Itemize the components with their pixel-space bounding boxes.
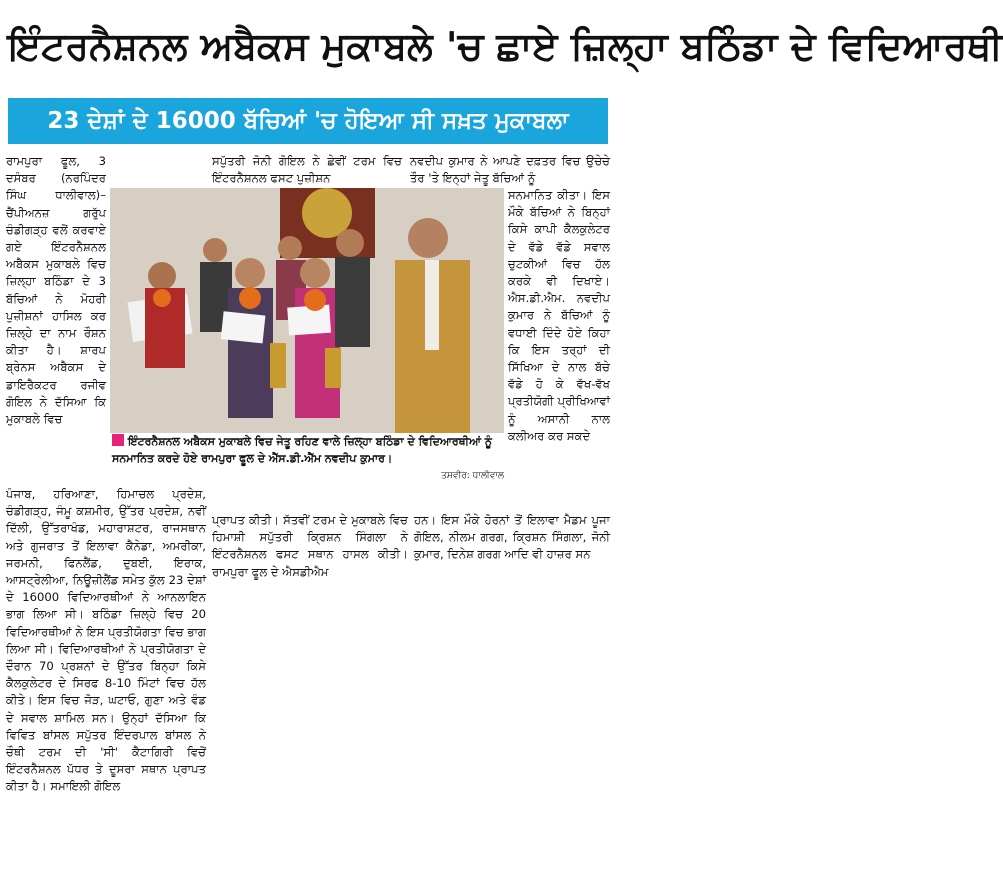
award-ceremony-photo-illustration bbox=[110, 188, 504, 433]
article-column-1-bottom: ਪੰਜਾਬ, ਹਰਿਆਣਾ, ਹਿਮਾਚਲ ਪ੍ਰਦੇਸ਼, ਚੰਡੀਗੜ੍ਹ, ਜੰਮੂ ਕਸ਼ਮੀਰ, ਉੱਤਰ ਪ੍ਰਦੇਸ਼, ਨਵੀਂ ਦਿੱਲੀ, ਉੱਤਰਾਖੰਡ, ਮਹਾਰਾਸ਼ਟਰ, ਰਾਜਸਥਾਨ ਅਤੇ ਗੁਜਰਾਤ ਤੋਂ ਇਲਾਵਾ ਕੈਨੇਡਾ, ਅਮਰੀਕਾ, ਜਰਮਨੀ, ਫਿਨਲੈਂਡ, ਦੁਬਈ, ਇਰਾਕ, ਆਸਟ੍ਰੇਲੀਆ, ਨਿਊਜ਼ੀਲੈਂਡ ਸਮੇਤ ਕੁੱਲ 23 ਦੇਸ਼ਾਂ ਦੇ 16000 ਵਿਦਿਆਰਥੀਆਂ ਨੇ ਆਨਲਾਇਨ ਭਾਗ ਲਿਆ ਸੀ। ਬਠਿੰਡਾ ਜ਼ਿਲ੍ਹੇ ਵਿਚ 20 ਵਿਦਿਆਰਥੀਆਂ ਨੇ ਇਸ ਪ੍ਰਤੀਯੋਗਤਾ ਵਿਚ ਭਾਗ ਲਿਆ ਸੀ। ਵਿਦਿਆਰਥੀਆਂ ਨੇ ਪ੍ਰਤੀਯੋਗਤਾ ਦੇ ਦੌਰਾਨ 70 ਪ੍ਰਸ਼ਨਾਂ ਦੇ ਉੱਤਰ ਬਿਨ੍ਹਾ ਕਿਸੇ ਕੈਲਕੁਲੇਟਰ ਦੇ ਸਿਰਫ 8-10 ਮਿੰਟਾਂ ਵਿਚ ਹੱਲ ਕੀਤੇ। ਇਸ ਵਿਚ ਜੋੜ, ਘਟਾਓ, ਗੁਣਾ ਅਤੇ ਵੰਡ ਦੇ ਸਵਾਲ ਸ਼ਾਮਿਲ ਸਨ। ਉਨ੍ਹਾਂ ਦੱਸਿਆ ਕਿ ਵਿਵਿਤ ਬਾਂਸਲ ਸਪੁੱਤਰ ਇੰਦਰਪਾਲ ਬਾਂਸਲ ਨੇ ਚੌਥੀ ਟਰਮ ਦੀ 'ਸੀ' ਕੈਟਾਗਿਰੀ ਵਿਚੋਂ ਇੰਟਰਨੈਸ਼ਨਲ ਪੱਧਰ ਤੇ ਦੂਸਰਾ ਸਥਾਨ ਪ੍ਰਾਪਤ ਕੀਤਾ ਹੈ। ਸਮਾਇਲੀ ਗੋਇਲ bbox=[6, 487, 206, 794]
subheadline-banner: 23 ਦੇਸ਼ਾਂ ਦੇ 16000 ਬੱਚਿਆਂ 'ਚ ਹੋਇਆ ਸੀ ਸਖ਼ਤ ਮੁਕਾਬਲਾ bbox=[8, 98, 608, 144]
article-column-2-bottom: ਪ੍ਰਾਪਤ ਕੀਤੀ। ਸੱਤਵੀਂ ਟਰਮ ਦੇ ਮੁਕਾਬਲੇ ਵਿਚ ਹਿਮਾਸ਼ੀ ਸਪੁੱਤਰੀ ਕ੍ਰਿਸ਼ਨ ਸਿੰਗਲਾ ਨੇ ਇੰਟਰਨੈਸ਼ਨਲ ਫਸਟ ਸਥਾਨ ਹਾਸਲ ਕੀਤੀ। ਰਾਮਪੁਰਾ ਫੂਲ ਦੇ ਐਸਡੀਐਮ bbox=[212, 513, 408, 579]
article-column-3-side: ਸਨਮਾਨਿਤ ਕੀਤਾ। ਇਸ ਮੌਕੇ ਬੱਚਿਆਂ ਨੇ ਬਿਨ੍ਹਾਂ ਕਿਸੇ ਕਾਪੀ ਕੈਲਕੁਲੇਟਰ ਦੇ ਵੱਡੇ ਵੱਡੇ ਸਵਾਲ ਚੁਟਕੀਆਂ ਵਿਚ ਹੱਲ ਕਰਕੇ ਵੀ ਦਿਖਾਏ। ਐਸ.ਡੀ.ਐਮ. ਨਵਦੀਪ ਕੁਮਾਰ ਨੇ ਬੱਚਿਆਂ ਨੂੰ ਵਧਾਈ ਦਿੰਦੇ ਹੋਏ ਕਿਹਾ ਕਿ ਇਸ ਤਰ੍ਹਾਂ ਦੀ ਸਿੱਖਿਆ ਦੇ ਨਾਲ ਬੱਚੇ ਵੱਡੇ ਹੋ ਕੇ ਵੱਖ-ਵੱਖ ਪ੍ਰਤੀਯੋਗੀ ਪ੍ਰੀਖਿਆਵਾਂ ਨੂੰ ਅਸਾਨੀ ਨਾਲ ਕਲੀਅਰ ਕਰ ਸਕਦੇ bbox=[508, 188, 610, 443]
headline: ਇੰਟਰਨੈਸ਼ਨਲ ਅਬੈਕਸ ਮੁਕਾਬਲੇ 'ਚ ਛਾਏ ਜ਼ਿਲ੍ਹਾ ਬਠਿੰਡਾ ਦੇ ਵਿਦਿਆਰਥੀ bbox=[8, 24, 1003, 68]
photo-credit: ਤਸਵੀਰ: ਧਾਲੀਵਾਲ bbox=[441, 471, 504, 481]
photo-caption bbox=[112, 433, 508, 485]
caption-marker-square bbox=[112, 434, 124, 446]
article-column-1: ਰਾਮਪੁਰਾ ਫੂਲ, 3 ਦਸੰਬਰ (ਨਰਪਿੰਦਰ ਸਿੰਘ ਧਾਲੀਵਾਲ)–ਚੈਂਪੀਅਨਜ਼ ਗਰੁੱਪ ਚੰਡੀਗੜ੍ਹ ਵਲੋਂ ਕਰਵਾਏ ਗਏ ਇੰਟਰਨੈਸ਼ਨਲ ਅਬੈਕਸ ਮੁਕਾਬਲੇ ਵਿਚ ਜ਼ਿਲ੍ਹਾ ਬਠਿੰਡਾ ਦੇ 3 ਬੱਚਿਆਂ ਨੇ ਮੋਹਰੀ ਪੁਜ਼ੀਸ਼ਨਾਂ ਹਾਸਿਲ ਕਰ ਜ਼ਿਲ੍ਹੇ ਦਾ ਨਾਮ ਰੌਸ਼ਨ ਕੀਤਾ ਹੈ। ਸ਼ਾਰਪ ਬ੍ਰੇਨਸ ਅਬੈਕਸ ਦੇ ਡਾਇਰੈਕਟਰ ਰਜੀਵ ਗੋਇਲ ਨੇ ਦੱਸਿਆ ਕਿ ਮੁਕਾਬਲੇ ਵਿਚ bbox=[6, 154, 106, 427]
trophy bbox=[270, 343, 286, 388]
caption-text: ਇੰਟਰਨੈਸ਼ਨਲ ਅਬੈਕਸ ਮੁਕਾਬਲੇ ਵਿਚ ਜੇਤੂ ਰਹਿਣ ਵਾਲੇ ਜ਼ਿਲ੍ਹਾ ਬਠਿੰਡਾ ਦੇ ਵਿਦਿਆਰਥੀਆਂ ਨੂੰ ਸਨਮਾਨਿਤ ਕਰਦੇ ਹੋਏ ਰਾਮਪੁਰਾ ਫੂਲ ਦੇ ਐੱਸ.ਡੀ.ਐੱਮ ਨਵਦੀਪ ਕੁਮਾਰ। bbox=[112, 435, 492, 465]
article-column-2-top: ਸਪੁੱਤਰੀ ਜੋਨੀ ਗੋਇਲ ਨੇ ਛੇਵੀਂ ਟਰਮ ਵਿਚ ਇੰਟਰਨੈਸ਼ਨਲ ਫਸਟ ਪੁਜ਼ੀਸ਼ਨ bbox=[212, 154, 402, 186]
article-column-3-top: ਨਵਦੀਪ ਕੁਮਾਰ ਨੇ ਆਪਣੇ ਦਫ਼ਤਰ ਵਿਚ ਉਚੇਚੇ ਤੌਰ 'ਤੇ ਇਨ੍ਹਾਂ ਜੇਤੂ ਬੱਚਿਆਂ ਨੂੰ bbox=[410, 154, 610, 186]
news-photo bbox=[110, 188, 504, 433]
official-head bbox=[408, 218, 448, 258]
article-column-3-bottom: ਹਨ। ਇਸ ਮੌਕੇ ਹੋਰਨਾਂ ਤੋਂ ਇਲਾਵਾ ਮੈਡਮ ਪੂਜਾ ਗੋਇਲ, ਨੀਲਮ ਗਰਗ, ਕ੍ਰਿਸ਼ਨ ਸਿੰਗਲਾ, ਜੋਨੀ ਕੁਮਾਰ, ਦਿਨੇਸ਼ ਗਰਗ ਆਦਿ ਵੀ ਹਾਜ਼ਰ ਸਨ bbox=[414, 513, 610, 562]
person-head bbox=[148, 262, 176, 290]
trophy bbox=[325, 348, 341, 388]
